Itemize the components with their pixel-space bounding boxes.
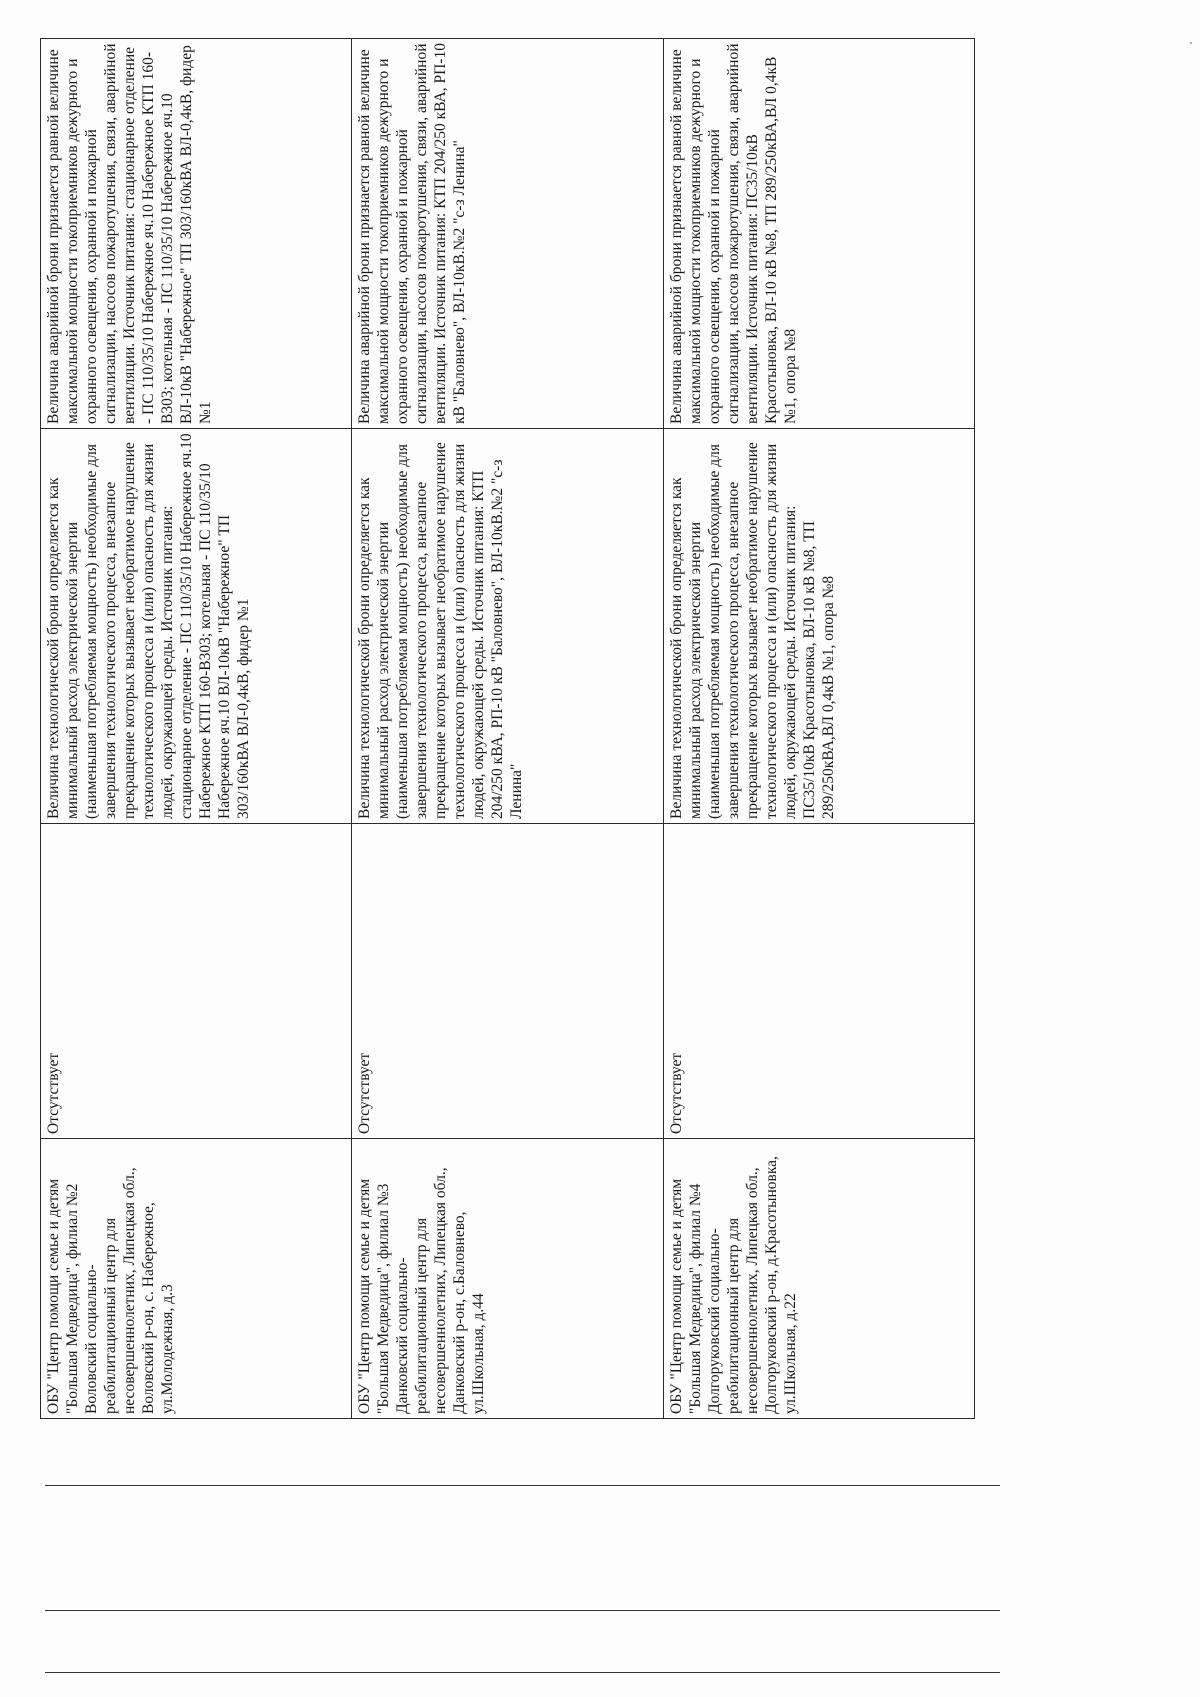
- tech-reserve-cell: Величина технологической брони определяется как минимальный расход электрической энергии (наименьшая потребляемая мощность) необходимые для завершения технологического процесса, внезапное прекращение которых вызывает необратимое нарушение технологического процесса и (или) опасность для жизни людей, окружающей среды. Источник питания: ПС35/10кВ Красотыновка, ВЛ-10 кВ №8, ТП 289/250кВА,ВЛ 0,4кВ №1, опора №8: [663, 429, 974, 824]
- power-reserve-table: [40, 38, 975, 1419]
- horizontal-rule: [45, 1610, 1000, 1611]
- horizontal-rule: [45, 1485, 1000, 1486]
- organization-cell: ОБУ "Центр помощи семье и детям "Большая Медведица", филиал №3 Данковский социально-реабилитационный центр для несовершеннолетних, Липецкая обл., Данковский р-он, с.Баловнево, ул.Школьная, д.44: [352, 1139, 663, 1419]
- rotated-table-frame: [40, 39, 980, 1419]
- table-row: [41, 39, 352, 1419]
- table-row: [663, 39, 974, 1419]
- emergency-reserve-cell: Величина аварийной брони признается равной величине максимальной мощности токоприемников дежурного и охранного освещения, охранной и пожарной сигнализации, насосов пожаротушения, связи, аварийной вентиляции. Источник питания: ПС35/10кВ Красотыновка, ВЛ-10 кВ №8, ТП 289/250кВА,ВЛ 0,4кВ №1, опора №8: [663, 39, 974, 429]
- status-cell: Отсутствует: [352, 824, 663, 1139]
- scan-speck: [1190, 42, 1192, 44]
- status-cell: Отсутствует: [41, 824, 352, 1139]
- emergency-reserve-cell: Величина аварийной брони признается равной величине максимальной мощности токоприемников дежурного и охранного освещения, охранной и пожарной сигнализации, насосов пожаротушения, связи, аварийной вентиляции. Источник питания: стационарное отделение - ПС 110/35/10 Набережное яч.10 Набережное КТП 160-В303; котельная - ПС 110/35/10 Набережное яч.10 ВЛ-10кВ "Набережное" ТП 303/160кВА ВЛ-0,4кВ, фидер №1: [41, 39, 352, 429]
- table-row: [352, 39, 663, 1419]
- horizontal-rule: [45, 1672, 1000, 1673]
- status-cell: Отсутствует: [663, 824, 974, 1139]
- tech-reserve-cell: Величина технологической брони определяется как минимальный расход электрической энергии (наименьшая потребляемая мощность) необходимые для завершения технологического процесса, внезапное прекращение которых вызывает необратимое нарушение технологического процесса и (или) опасность для жизни людей, окружающей среды. Источник питания: КТП 204/250 кВА, РП-10 кВ "Баловнево", ВЛ-10кВ.№2 "с-з Ленина": [352, 429, 663, 824]
- emergency-reserve-cell: Величина аварийной брони признается равной величине максимальной мощности токоприемников дежурного и охранного освещения, охранной и пожарной сигнализации, насосов пожаротушения, связи, аварийной вентиляции. Источник питания: КТП 204/250 кВА, РП-10 кВ "Баловнево", ВЛ-10кВ.№2 "с-з Ленина": [352, 39, 663, 429]
- organization-cell: ОБУ "Центр помощи семье и детям "Большая Медведица", филиал №4 Долгоруковский социально-реабилитационный центр для несовершеннолетних, Липецкая обл., Долгоруковский р-он, д.Красотыновка, ул.Школьная, д.22: [663, 1139, 974, 1419]
- tech-reserve-cell: Величина технологической брони определяется как минимальный расход электрической энергии (наименьшая потребляемая мощность) необходимые для завершения технологического процесса, внезапное прекращение которых вызывает необратимое нарушение технологического процесса и (или) опасность для жизни людей, окружающей среды. Источник питания: стационарное отделение - ПС 110/35/10 Набережное яч.10 Набережное КТП 160-В303; котельная - ПС 110/35/10 Набережное яч.10 ВЛ-10кВ "Набережное" ТП 303/160кВА ВЛ-0,4кВ, фидер №1: [41, 429, 352, 824]
- organization-cell: ОБУ "Центр помощи семье и детям "Большая Медведица", филиал №2 Воловский социально-реабилитационный центр для несовершеннолетних, Липецкая обл., Воловский р-он, с. Набережное, ул.Молодежная, д.3: [41, 1139, 352, 1419]
